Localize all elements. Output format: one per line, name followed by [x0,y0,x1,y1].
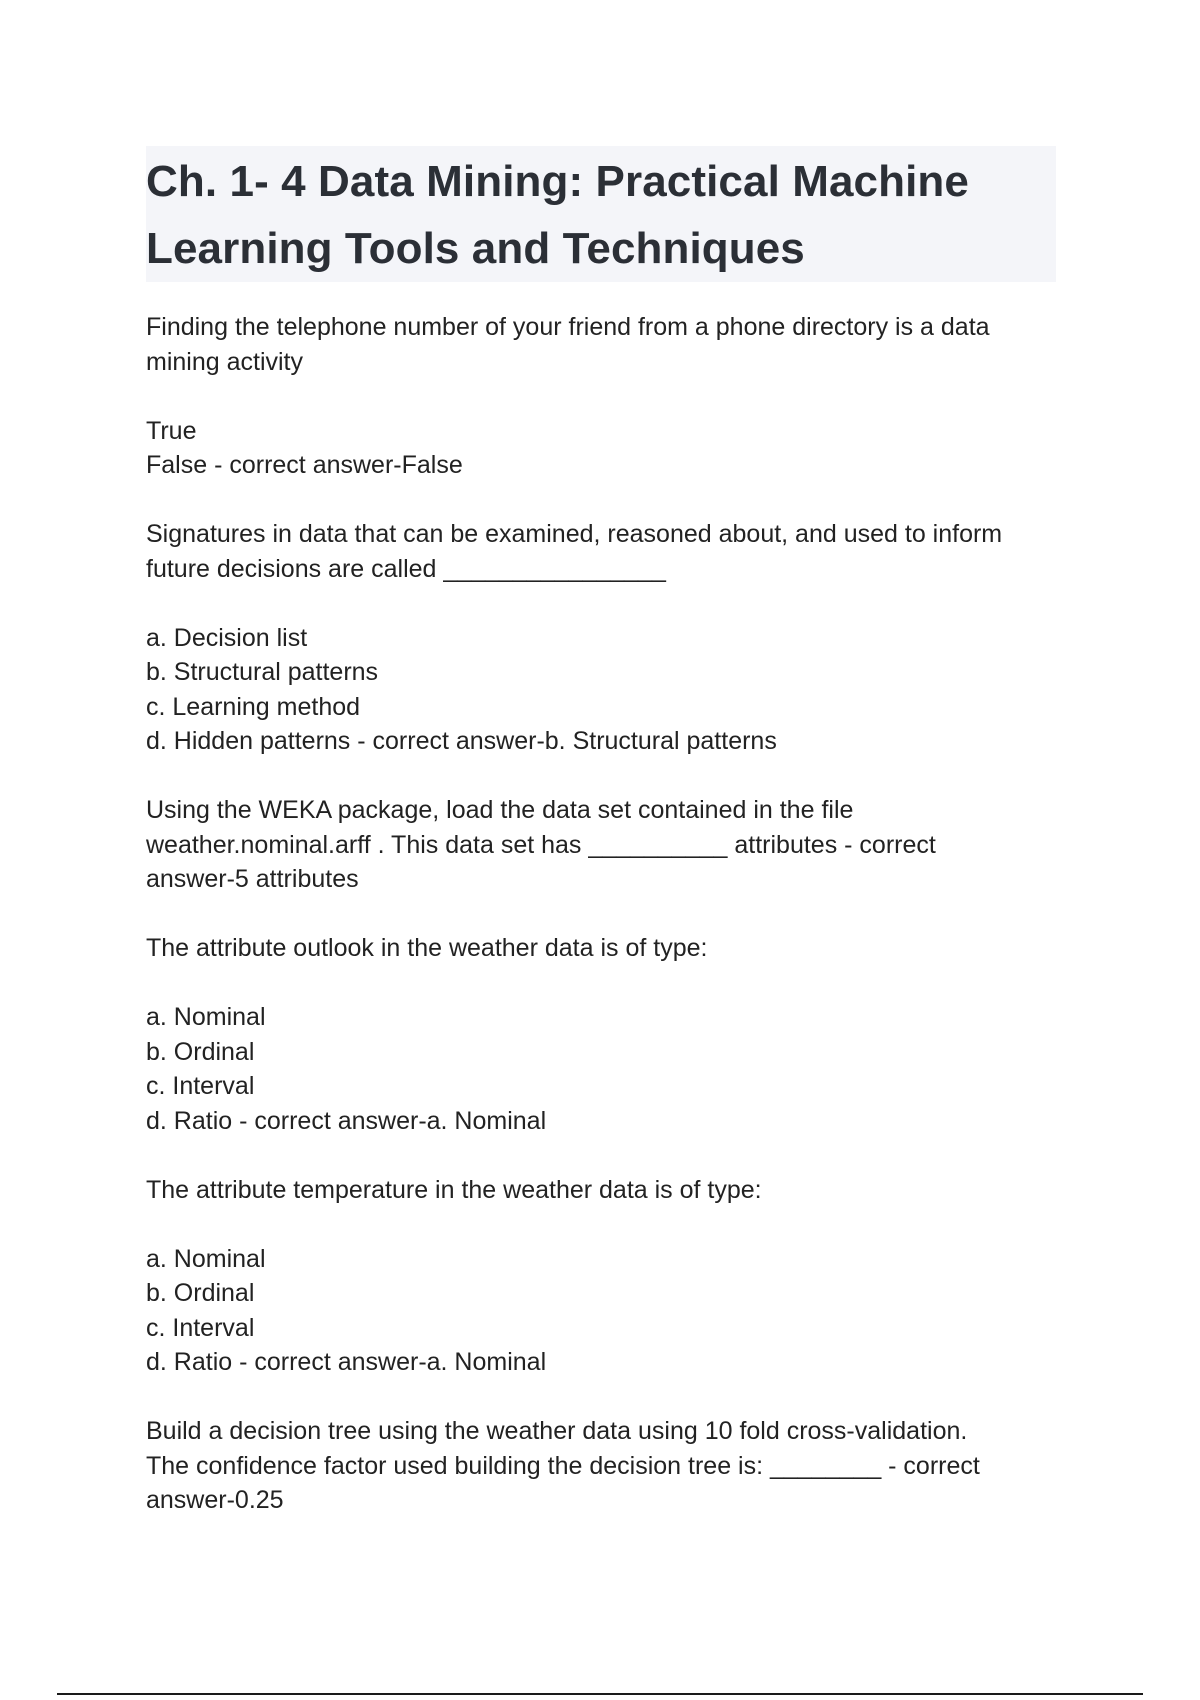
text-line: Build a decision tree using the weather data using 10 fold cross-validation. [146,1417,968,1445]
text-block [146,1000,1056,1138]
text-line: b. Structural patterns [146,658,379,686]
document-body [146,310,1056,1552]
text-line: mining activity [146,347,303,376]
text-block [146,1242,1056,1380]
text-line: Signatures in data that can be examined, reasoned about, and used to inform [146,520,1003,548]
text-line: b. Ordinal [146,1279,255,1307]
text-line: False - correct answer-False [146,451,463,479]
text-line: a. Nominal [146,1003,266,1031]
text-line: d. Ratio - correct answer-a. Nominal [146,1348,547,1376]
text-line: The attribute outlook in the weather data is of type: [146,934,708,962]
text-block [146,1173,1056,1208]
text-line: The confidence factor used building the decision tree is: ________ - correct [146,1451,980,1480]
text-line: True [146,416,197,445]
text-block [146,1414,1056,1518]
text-line: d. Hidden patterns - correct answer-b. Structural patterns [146,727,777,755]
text-line: answer-0.25 [146,1486,284,1514]
title-banner [146,146,1056,282]
text-block [146,621,1056,759]
text-line: c. Learning method [146,692,361,721]
text-line: c. Interval [146,1072,255,1100]
text-line: Using the WEKA package, load the data set contained in the file [146,796,854,824]
text-line: answer-5 attributes [146,865,359,893]
text-line: d. Ratio - correct answer-a. Nominal [146,1106,547,1135]
text-line: b. Ordinal [146,1037,255,1066]
text-line: c. Interval [146,1313,255,1342]
text-line: a. Decision list [146,623,308,652]
footer-divider [57,1693,1143,1695]
text-block [146,931,1056,966]
text-line: future decisions are called ________________ [146,554,666,583]
text-block [146,517,1056,586]
text-line: The attribute temperature in the weather data is of type: [146,1175,762,1204]
text-block [146,310,1056,379]
text-line: Finding the telephone number of your friend from a phone directory is a data [146,313,990,341]
page-title: Ch. 1- 4 Data Mining: Practical Machine Learning Tools and Techniques [146,157,969,273]
text-block [146,793,1056,897]
text-block [146,414,1056,483]
text-line: a. Nominal [146,1244,266,1273]
text-line: weather.nominal.arff . This data set has __________ attributes - correct [146,830,936,859]
